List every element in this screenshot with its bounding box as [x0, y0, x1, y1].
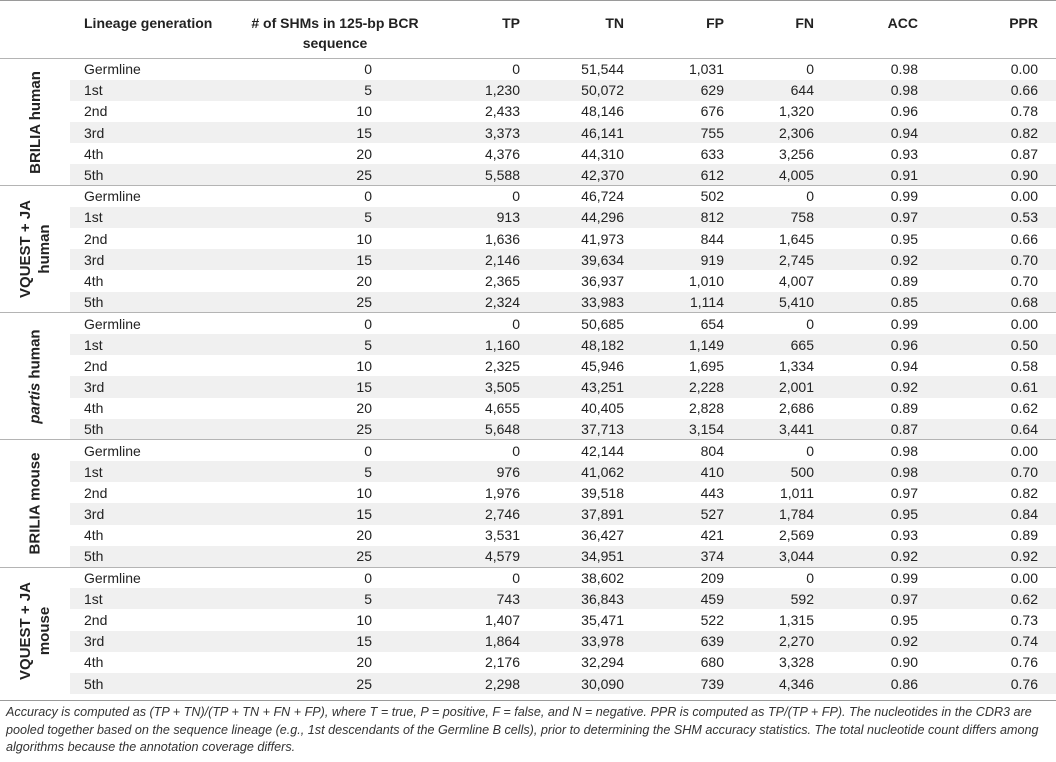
- cell-acc: 0.97: [836, 588, 940, 609]
- cell-tp: 2,176: [420, 652, 524, 673]
- header-tp: TP: [420, 1, 524, 59]
- cell-acc: 0.95: [836, 228, 940, 249]
- cell-fp: 804: [628, 440, 732, 461]
- cell-shms: 5: [250, 80, 420, 101]
- header-ppr: PPR: [940, 1, 1056, 59]
- cell-tn: 35,471: [524, 609, 628, 630]
- cell-acc: 0.87: [836, 419, 940, 440]
- cell-fn: 5,410: [732, 292, 836, 313]
- cell-fn: 1,784: [732, 503, 836, 524]
- cell-acc: 0.99: [836, 313, 940, 334]
- cell-tp: 5,588: [420, 164, 524, 185]
- cell-shms: 25: [250, 164, 420, 185]
- cell-tn: 34,951: [524, 546, 628, 567]
- table-row: [0, 419, 1056, 440]
- header-group: [0, 1, 70, 59]
- cell-fn: 3,441: [732, 419, 836, 440]
- cell-fp: 3,154: [628, 419, 732, 440]
- cell-acc: 0.90: [836, 652, 940, 673]
- cell-tp: 3,505: [420, 376, 524, 397]
- cell-acc: 0.85: [836, 292, 940, 313]
- table-row: [0, 440, 1056, 461]
- cell-fp: 502: [628, 186, 732, 207]
- cell-tp: 4,376: [420, 143, 524, 164]
- cell-ppr: 0.70: [940, 270, 1056, 291]
- cell-fp: 676: [628, 101, 732, 122]
- cell-fp: 739: [628, 673, 732, 694]
- cell-fp: 755: [628, 122, 732, 143]
- cell-ppr: 0.74: [940, 631, 1056, 652]
- cell-generation: 2nd: [70, 101, 250, 122]
- cell-fn: 1,011: [732, 482, 836, 503]
- cell-acc: 0.95: [836, 503, 940, 524]
- cell-shms: 20: [250, 652, 420, 673]
- cell-tp: 3,531: [420, 525, 524, 546]
- cell-ppr: 0.87: [940, 143, 1056, 164]
- table-row: [0, 292, 1056, 313]
- table-row: [0, 59, 1056, 80]
- cell-tn: 45,946: [524, 355, 628, 376]
- cell-ppr: 0.00: [940, 313, 1056, 334]
- cell-fn: 2,270: [732, 631, 836, 652]
- table-row: [0, 503, 1056, 524]
- cell-fn: 665: [732, 334, 836, 355]
- table-row: [0, 631, 1056, 652]
- cell-fp: 374: [628, 546, 732, 567]
- table-row: [0, 228, 1056, 249]
- cell-ppr: 0.92: [940, 546, 1056, 567]
- cell-shms: 0: [250, 440, 420, 461]
- cell-fn: 4,346: [732, 673, 836, 694]
- table-row: [0, 249, 1056, 270]
- cell-fp: 1,149: [628, 334, 732, 355]
- cell-generation: 5th: [70, 419, 250, 440]
- cell-acc: 0.94: [836, 122, 940, 143]
- cell-tp: 1,160: [420, 334, 524, 355]
- cell-fp: 629: [628, 80, 732, 101]
- cell-tn: 46,141: [524, 122, 628, 143]
- table-body: [0, 59, 1056, 695]
- table-row: [0, 525, 1056, 546]
- cell-fn: 758: [732, 207, 836, 228]
- cell-generation: 2nd: [70, 482, 250, 503]
- cell-acc: 0.92: [836, 376, 940, 397]
- cell-fn: 644: [732, 80, 836, 101]
- header-shms: # of SHMs in 125-bp BCR sequence: [250, 1, 420, 59]
- cell-tp: 2,146: [420, 249, 524, 270]
- cell-ppr: 0.82: [940, 122, 1056, 143]
- cell-fn: 3,256: [732, 143, 836, 164]
- cell-generation: 4th: [70, 143, 250, 164]
- header-tn: TN: [524, 1, 628, 59]
- cell-fn: 4,007: [732, 270, 836, 291]
- cell-acc: 0.98: [836, 461, 940, 482]
- cell-shms: 15: [250, 503, 420, 524]
- cell-generation: 5th: [70, 546, 250, 567]
- group-label-cell: [0, 59, 70, 186]
- cell-generation: Germline: [70, 440, 250, 461]
- cell-acc: 0.97: [836, 207, 940, 228]
- cell-tn: 39,518: [524, 482, 628, 503]
- cell-generation: 4th: [70, 398, 250, 419]
- cell-acc: 0.99: [836, 567, 940, 588]
- group-label-cell: [0, 313, 70, 440]
- cell-ppr: 0.73: [940, 609, 1056, 630]
- cell-tp: 2,365: [420, 270, 524, 291]
- cell-acc: 0.93: [836, 525, 940, 546]
- cell-ppr: 0.64: [940, 419, 1056, 440]
- cell-tp: 1,407: [420, 609, 524, 630]
- cell-fn: 1,334: [732, 355, 836, 376]
- cell-shms: 20: [250, 398, 420, 419]
- cell-ppr: 0.90: [940, 164, 1056, 185]
- cell-ppr: 0.78: [940, 101, 1056, 122]
- cell-tp: 1,864: [420, 631, 524, 652]
- cell-fn: 592: [732, 588, 836, 609]
- cell-tn: 37,891: [524, 503, 628, 524]
- cell-tp: 5,648: [420, 419, 524, 440]
- cell-ppr: 0.62: [940, 588, 1056, 609]
- cell-fn: 3,044: [732, 546, 836, 567]
- cell-fn: 2,306: [732, 122, 836, 143]
- cell-tp: 0: [420, 440, 524, 461]
- cell-fn: 1,645: [732, 228, 836, 249]
- cell-fp: 443: [628, 482, 732, 503]
- cell-generation: 2nd: [70, 355, 250, 376]
- table-row: [0, 609, 1056, 630]
- group-label: BRILIA mouse: [26, 452, 44, 555]
- cell-acc: 0.92: [836, 546, 940, 567]
- cell-tn: 51,544: [524, 59, 628, 80]
- cell-shms: 15: [250, 376, 420, 397]
- header-fp: FP: [628, 1, 732, 59]
- cell-shms: 10: [250, 355, 420, 376]
- cell-shms: 25: [250, 292, 420, 313]
- cell-fp: 209: [628, 567, 732, 588]
- cell-tp: 2,746: [420, 503, 524, 524]
- cell-generation: 1st: [70, 461, 250, 482]
- group-label: partis human: [26, 329, 44, 424]
- cell-tn: 43,251: [524, 376, 628, 397]
- cell-fp: 919: [628, 249, 732, 270]
- cell-acc: 0.86: [836, 673, 940, 694]
- table-row: [0, 355, 1056, 376]
- cell-acc: 0.95: [836, 609, 940, 630]
- cell-tn: 36,937: [524, 270, 628, 291]
- cell-generation: 4th: [70, 270, 250, 291]
- cell-ppr: 0.82: [940, 482, 1056, 503]
- cell-fp: 639: [628, 631, 732, 652]
- cell-fn: 0: [732, 59, 836, 80]
- cell-fn: 2,686: [732, 398, 836, 419]
- cell-tp: 0: [420, 59, 524, 80]
- table-row: [0, 80, 1056, 101]
- cell-acc: 0.97: [836, 482, 940, 503]
- cell-tn: 32,294: [524, 652, 628, 673]
- cell-tn: 36,843: [524, 588, 628, 609]
- cell-ppr: 0.58: [940, 355, 1056, 376]
- cell-tn: 33,978: [524, 631, 628, 652]
- table-row: [0, 567, 1056, 588]
- cell-ppr: 0.70: [940, 249, 1056, 270]
- cell-shms: 10: [250, 101, 420, 122]
- table-row: [0, 101, 1056, 122]
- table-row: [0, 376, 1056, 397]
- cell-generation: Germline: [70, 313, 250, 334]
- cell-tn: 30,090: [524, 673, 628, 694]
- cell-tn: 38,602: [524, 567, 628, 588]
- table-footnote: Accuracy is computed as (TP + TN)/(TP + TN + FN + FP), where T = true, P = positive, F = false, and N = negative. PPR is computed as TP/(TP + FP). The nucleotides in the CDR3 are pooled together based on the sequence lineage (e.g., 1st descendants of the Germline B cells), prior to determining the SHM accuracy statistics. The total nucleotide count differs among algorithms because the annotation coverage differs.: [6, 705, 1039, 754]
- group-label: VQUEST + JA human: [17, 200, 54, 299]
- cell-fp: 1,114: [628, 292, 732, 313]
- cell-tp: 1,976: [420, 482, 524, 503]
- cell-generation: Germline: [70, 59, 250, 80]
- cell-shms: 25: [250, 546, 420, 567]
- table-row: [0, 652, 1056, 673]
- cell-acc: 0.98: [836, 59, 940, 80]
- cell-fp: 612: [628, 164, 732, 185]
- cell-shms: 15: [250, 249, 420, 270]
- cell-tp: 2,433: [420, 101, 524, 122]
- cell-shms: 5: [250, 334, 420, 355]
- cell-fp: 812: [628, 207, 732, 228]
- group-label: BRILIA human: [26, 70, 44, 174]
- cell-generation: 5th: [70, 164, 250, 185]
- cell-generation: 5th: [70, 673, 250, 694]
- bottom-rule: [0, 700, 1056, 701]
- cell-shms: 10: [250, 228, 420, 249]
- cell-acc: 0.92: [836, 249, 940, 270]
- cell-tn: 39,634: [524, 249, 628, 270]
- cell-fp: 522: [628, 609, 732, 630]
- cell-ppr: 0.89: [940, 525, 1056, 546]
- cell-fp: 2,228: [628, 376, 732, 397]
- table-row: [0, 186, 1056, 207]
- cell-tn: 50,685: [524, 313, 628, 334]
- cell-fn: 0: [732, 313, 836, 334]
- cell-ppr: 0.66: [940, 80, 1056, 101]
- header-row: [0, 1, 1056, 59]
- table-row: [0, 270, 1056, 291]
- cell-tn: 50,072: [524, 80, 628, 101]
- cell-tn: 36,427: [524, 525, 628, 546]
- cell-ppr: 0.84: [940, 503, 1056, 524]
- cell-fn: 0: [732, 440, 836, 461]
- cell-acc: 0.96: [836, 334, 940, 355]
- cell-acc: 0.98: [836, 80, 940, 101]
- table-row: [0, 143, 1056, 164]
- cell-shms: 25: [250, 419, 420, 440]
- cell-ppr: 0.00: [940, 186, 1056, 207]
- cell-shms: 10: [250, 609, 420, 630]
- cell-tn: 33,983: [524, 292, 628, 313]
- cell-shms: 0: [250, 186, 420, 207]
- cell-tn: 44,310: [524, 143, 628, 164]
- cell-fp: 680: [628, 652, 732, 673]
- cell-generation: 2nd: [70, 609, 250, 630]
- cell-shms: 0: [250, 59, 420, 80]
- cell-tp: 4,655: [420, 398, 524, 419]
- cell-acc: 0.89: [836, 270, 940, 291]
- cell-generation: 2nd: [70, 228, 250, 249]
- cell-tp: 3,373: [420, 122, 524, 143]
- cell-shms: 0: [250, 313, 420, 334]
- cell-ppr: 0.50: [940, 334, 1056, 355]
- cell-acc: 0.92: [836, 631, 940, 652]
- cell-fp: 1,010: [628, 270, 732, 291]
- cell-tn: 48,146: [524, 101, 628, 122]
- header-acc: ACC: [836, 1, 940, 59]
- cell-shms: 15: [250, 122, 420, 143]
- cell-generation: 4th: [70, 652, 250, 673]
- cell-tn: 40,405: [524, 398, 628, 419]
- cell-generation: 1st: [70, 588, 250, 609]
- cell-shms: 25: [250, 673, 420, 694]
- table-row: [0, 122, 1056, 143]
- cell-fp: 459: [628, 588, 732, 609]
- cell-tp: 2,324: [420, 292, 524, 313]
- cell-generation: 3rd: [70, 503, 250, 524]
- cell-generation: 1st: [70, 207, 250, 228]
- cell-shms: 10: [250, 482, 420, 503]
- cell-tn: 41,062: [524, 461, 628, 482]
- cell-fn: 500: [732, 461, 836, 482]
- cell-fn: 3,328: [732, 652, 836, 673]
- cell-acc: 0.94: [836, 355, 940, 376]
- cell-shms: 20: [250, 525, 420, 546]
- table-row: [0, 164, 1056, 185]
- cell-tp: 0: [420, 567, 524, 588]
- group-label-cell: [0, 567, 70, 694]
- cell-fp: 844: [628, 228, 732, 249]
- header-fn: FN: [732, 1, 836, 59]
- cell-ppr: 0.66: [940, 228, 1056, 249]
- cell-ppr: 0.00: [940, 59, 1056, 80]
- cell-acc: 0.89: [836, 398, 940, 419]
- cell-tn: 37,713: [524, 419, 628, 440]
- cell-ppr: 0.53: [940, 207, 1056, 228]
- cell-shms: 20: [250, 270, 420, 291]
- cell-fn: 1,320: [732, 101, 836, 122]
- table-row: [0, 207, 1056, 228]
- cell-ppr: 0.68: [940, 292, 1056, 313]
- header-generation: Lineage generation: [70, 1, 250, 59]
- cell-tp: 2,325: [420, 355, 524, 376]
- cell-fp: 1,031: [628, 59, 732, 80]
- cell-fn: 2,569: [732, 525, 836, 546]
- cell-shms: 15: [250, 631, 420, 652]
- cell-fp: 421: [628, 525, 732, 546]
- cell-fn: 2,745: [732, 249, 836, 270]
- cell-tp: 743: [420, 588, 524, 609]
- cell-acc: 0.96: [836, 101, 940, 122]
- cell-generation: Germline: [70, 186, 250, 207]
- cell-generation: 4th: [70, 525, 250, 546]
- cell-fp: 410: [628, 461, 732, 482]
- cell-fp: 654: [628, 313, 732, 334]
- cell-tp: 976: [420, 461, 524, 482]
- cell-tn: 46,724: [524, 186, 628, 207]
- cell-tp: 1,636: [420, 228, 524, 249]
- cell-tn: 42,370: [524, 164, 628, 185]
- cell-generation: 3rd: [70, 376, 250, 397]
- cell-acc: 0.99: [836, 186, 940, 207]
- cell-fn: 0: [732, 186, 836, 207]
- cell-ppr: 0.76: [940, 652, 1056, 673]
- cell-tn: 44,296: [524, 207, 628, 228]
- cell-acc: 0.93: [836, 143, 940, 164]
- cell-fp: 633: [628, 143, 732, 164]
- cell-fn: 0: [732, 567, 836, 588]
- group-label-cell: [0, 186, 70, 313]
- cell-generation: 1st: [70, 80, 250, 101]
- cell-ppr: 0.70: [940, 461, 1056, 482]
- cell-tp: 913: [420, 207, 524, 228]
- cell-ppr: 0.61: [940, 376, 1056, 397]
- cell-ppr: 0.00: [940, 567, 1056, 588]
- group-label-cell: [0, 440, 70, 567]
- group-label: VQUEST + JA mouse: [17, 581, 54, 680]
- cell-fp: 2,828: [628, 398, 732, 419]
- cell-generation: 3rd: [70, 122, 250, 143]
- table-row: [0, 313, 1056, 334]
- cell-acc: 0.98: [836, 440, 940, 461]
- cell-tp: 1,230: [420, 80, 524, 101]
- cell-shms: 5: [250, 207, 420, 228]
- cell-shms: 20: [250, 143, 420, 164]
- cell-generation: 3rd: [70, 249, 250, 270]
- table-row: [0, 588, 1056, 609]
- cell-generation: 1st: [70, 334, 250, 355]
- table-row: [0, 546, 1056, 567]
- cell-tp: 0: [420, 313, 524, 334]
- cell-fn: 2,001: [732, 376, 836, 397]
- cell-ppr: 0.76: [940, 673, 1056, 694]
- cell-tp: 0: [420, 186, 524, 207]
- cell-generation: Germline: [70, 567, 250, 588]
- cell-shms: 5: [250, 588, 420, 609]
- table-row: [0, 334, 1056, 355]
- table-row: [0, 461, 1056, 482]
- table-row: [0, 398, 1056, 419]
- cell-shms: 0: [250, 567, 420, 588]
- cell-ppr: 0.00: [940, 440, 1056, 461]
- cell-tp: 2,298: [420, 673, 524, 694]
- cell-fn: 1,315: [732, 609, 836, 630]
- cell-tn: 48,182: [524, 334, 628, 355]
- cell-generation: 3rd: [70, 631, 250, 652]
- table-row: [0, 482, 1056, 503]
- cell-generation: 5th: [70, 292, 250, 313]
- cell-tn: 41,973: [524, 228, 628, 249]
- cell-fn: 4,005: [732, 164, 836, 185]
- cell-acc: 0.91: [836, 164, 940, 185]
- table-row: [0, 673, 1056, 694]
- cell-ppr: 0.62: [940, 398, 1056, 419]
- cell-fp: 527: [628, 503, 732, 524]
- cell-tn: 42,144: [524, 440, 628, 461]
- cell-shms: 5: [250, 461, 420, 482]
- cell-tp: 4,579: [420, 546, 524, 567]
- cell-fp: 1,695: [628, 355, 732, 376]
